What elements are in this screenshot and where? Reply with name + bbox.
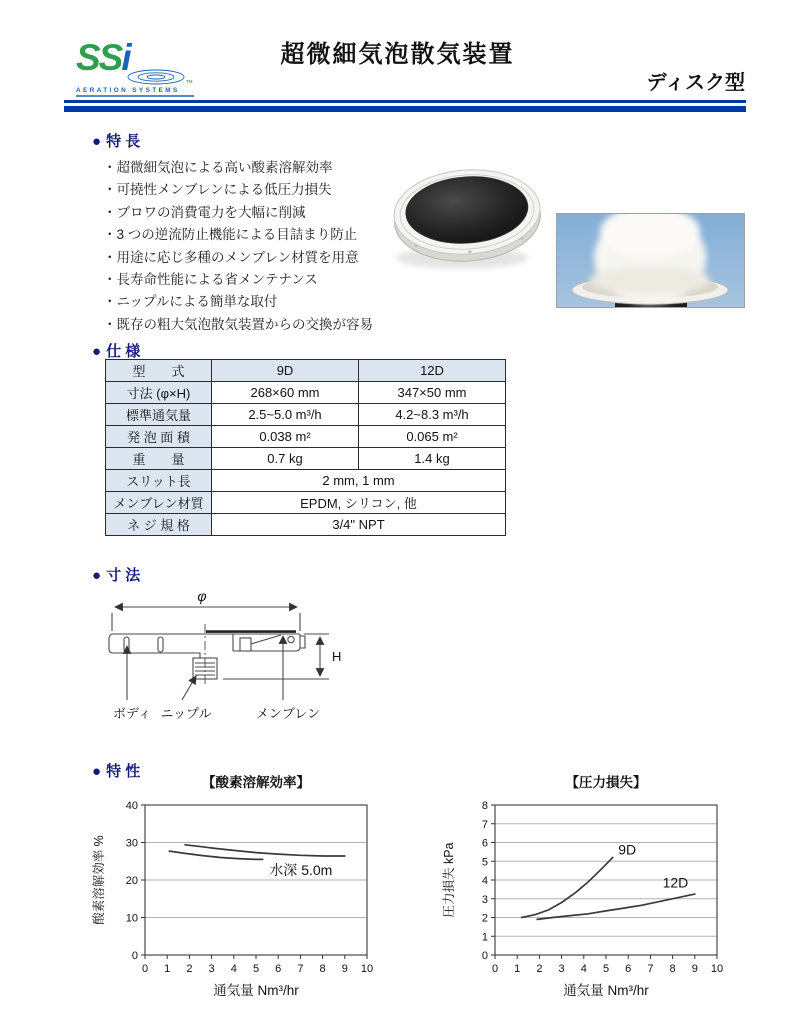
dimension-drawing (98, 586, 350, 728)
spec-table (105, 359, 506, 536)
feature-item: ・ニップルによる簡単な取付 (103, 294, 278, 310)
logo-tagline: AERATION SYSTEMS (76, 87, 180, 94)
spec-row-weight (106, 448, 506, 470)
y-tick-label: 4 (481, 875, 488, 887)
x-tick-label: 10 (360, 963, 374, 975)
chart-annotation: 水深 5.0m (269, 862, 333, 879)
x-tick-label: 5 (252, 963, 260, 975)
spec-label: ネ ジ 規 格 (106, 514, 212, 536)
y-tick-label: 0 (131, 950, 138, 962)
characteristics-heading: ● 特 性 (92, 763, 141, 780)
spec-value: 0.038 m² (212, 426, 359, 448)
series-12D (537, 894, 695, 919)
spec-row-airflow (106, 404, 506, 426)
y-tick-label: 20 (125, 875, 138, 887)
y-tick-label: 0 (481, 950, 488, 962)
dims-heading: ● 寸 法 (92, 567, 141, 584)
feature-item: ・3 つの逆流防止機能による目詰まり防止 (103, 227, 358, 243)
feature-item: ・用途に応じ多種のメンブレン材質を用意 (103, 249, 359, 265)
spec-value: EPDM, シリコン, 他 (212, 492, 506, 514)
logo-text: SSi (76, 37, 130, 78)
x-tick-label: 0 (141, 963, 149, 975)
oxygen-efficiency-chart-block (90, 774, 410, 1005)
spec-model-12d: 12D (359, 360, 506, 382)
spec-row-dimensions (106, 382, 506, 404)
feature-item: ・超微細気泡による高い酸素溶解効率 (103, 160, 333, 175)
y-axis-label: 酸素溶解効率 % (92, 835, 106, 925)
spec-label: スリット長 (106, 470, 212, 492)
x-tick-label: 6 (625, 963, 632, 975)
spec-label: 重 量 (106, 448, 212, 470)
nipple-label: ニップル (160, 706, 212, 721)
x-axis-label: 通気量 Nm³/hr (213, 983, 299, 998)
oxygen-efficiency-chart (90, 794, 410, 1000)
x-tick-label: 10 (710, 963, 724, 975)
spec-label: メンブレン材質 (106, 492, 212, 514)
x-tick-label: 1 (164, 963, 171, 975)
page-subtitle: ディスク型 (646, 72, 745, 94)
pressure-loss-chart (440, 794, 760, 1000)
page-title: 超微細気泡散気装置 (280, 41, 515, 68)
spec-value: 0.065 m² (359, 426, 506, 448)
spec-label: 発 泡 面 積 (106, 426, 212, 448)
chart-title: 【酸素溶解効率】 (202, 775, 310, 790)
y-tick-label: 10 (125, 912, 138, 925)
body-label: ボディ (113, 706, 151, 721)
spec-row-bubbling-area (106, 426, 506, 448)
x-tick-label: 9 (691, 963, 698, 975)
spec-row-membrane-material (106, 492, 506, 514)
pressure-loss-chart-block (440, 774, 760, 1005)
feature-item: ・ブロワの消費電力を大幅に削減 (103, 204, 306, 220)
section-bullet-icon: ● (92, 343, 102, 360)
logo-ripple-icon (128, 70, 184, 84)
series-9D (522, 858, 613, 918)
x-tick-label: 8 (669, 963, 676, 975)
x-tick-label: 0 (491, 963, 499, 975)
spec-value: 1.4 kg (359, 448, 506, 470)
header-double-rule (64, 100, 746, 112)
x-tick-label: 4 (230, 963, 237, 975)
section-bullet-icon: ● (92, 763, 102, 780)
chart-title: 【圧力損失】 (565, 775, 647, 790)
spec-row-slit-length (106, 470, 506, 492)
feature-item: ・可撓性メンブレンによる低圧力損失 (103, 182, 332, 198)
x-tick-label: 3 (558, 963, 565, 975)
features-heading: ● 特 長 (92, 133, 141, 150)
y-tick-label: 1 (481, 931, 488, 944)
spec-value: 4.2~8.3 m³/h (359, 404, 506, 426)
spec-value: 2.5~5.0 m³/h (212, 404, 359, 426)
spec-value: 0.7 kg (212, 448, 359, 470)
y-axis-label: 圧力損失 kPa (442, 842, 456, 918)
chart-annotation: 9D (618, 841, 637, 858)
spec-value: 268×60 mm (212, 382, 359, 404)
series-upper-curve-12D (185, 845, 345, 856)
phi-dimension-label: φ (197, 588, 207, 604)
y-tick-label: 8 (481, 800, 488, 812)
y-tick-label: 2 (481, 912, 488, 925)
x-tick-label: 8 (319, 963, 326, 975)
membrane-label: メンブレン (255, 706, 321, 721)
h-dimension-label: H (332, 649, 342, 664)
y-tick-label: 7 (481, 818, 488, 831)
x-axis-label: 通気量 Nm³/hr (563, 983, 649, 998)
spec-model-9d: 9D (212, 360, 359, 382)
logo-tm: TM (186, 79, 193, 84)
y-tick-label: 6 (481, 837, 488, 850)
x-tick-label: 2 (536, 963, 543, 975)
spec-row-thread (106, 514, 506, 536)
disc-diffuser-photo (392, 146, 542, 284)
feature-item: ・長寿命性能による省メンテナンス (103, 272, 318, 288)
x-tick-label: 2 (186, 963, 193, 975)
spec-value: 347×50 mm (359, 382, 506, 404)
specs-heading: ● 仕 様 (92, 343, 141, 360)
x-tick-label: 6 (275, 963, 282, 975)
spec-value: 3/4" NPT (212, 514, 506, 536)
feature-item: ・既存の粗大気泡散気装置からの交換が容易 (103, 316, 373, 332)
x-tick-label: 7 (647, 963, 654, 975)
x-tick-label: 9 (341, 963, 348, 975)
cross-section-drawing (109, 607, 329, 700)
section-bullet-icon: ● (92, 133, 102, 150)
chart-annotation: 12D (662, 874, 689, 891)
x-tick-label: 5 (602, 963, 610, 975)
y-tick-label: 3 (481, 893, 488, 906)
spec-row-model (106, 360, 506, 382)
y-tick-label: 5 (481, 856, 488, 869)
spec-label: 標準通気量 (106, 404, 212, 426)
x-tick-label: 7 (297, 963, 304, 975)
x-tick-label: 3 (208, 963, 215, 975)
spec-value: 2 mm, 1 mm (212, 470, 506, 492)
x-tick-label: 4 (580, 963, 587, 975)
features-list (103, 157, 373, 336)
section-bullet-icon: ● (92, 567, 102, 584)
y-tick-label: 30 (125, 837, 138, 850)
y-tick-label: 40 (125, 800, 138, 812)
spec-label: 型 式 (106, 360, 212, 382)
spec-label: 寸法 (φ×H) (106, 382, 212, 404)
fine-bubbles-photo (556, 213, 745, 308)
x-tick-label: 1 (514, 963, 521, 975)
